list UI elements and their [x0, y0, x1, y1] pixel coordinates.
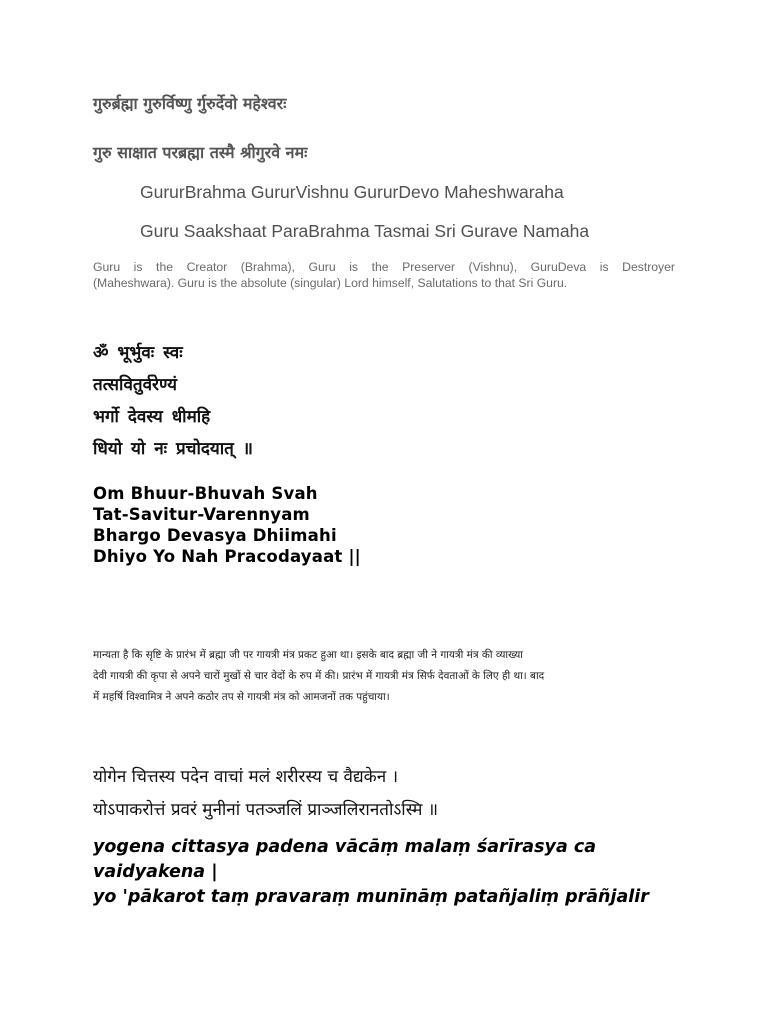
gayatri-translit-line-1: Om Bhuur-Bhuvah Svah	[93, 484, 318, 503]
gayatri-translit-line-2: Tat-Savitur-Varennyam	[93, 505, 310, 524]
patanjali-iast-line-3: yo 'pākarot taṃ pravaraṃ munīnāṃ patañjaliṃ prāñjalir	[93, 887, 649, 907]
guru-stotram-translit-2: Guru Saakshaat ParaBrahma Tasmai Sri Gurave Namaha	[140, 221, 590, 241]
meaning-line-1: Guru is the Creator (Brahma), Guru is the Preserver (Vishnu), GuruDeva is Destroyer	[93, 260, 675, 274]
hindi-paragraph-line-2: देवी गायत्री की कृपा से अपने चारों मुखों से चार वेदों के रुप में की। प्रारंभ में गायत्री मंत्र सिर्फ देवताओं के लिए ही था। बाद	[93, 670, 545, 682]
hindi-paragraph-line-3: में महर्षि विश्वामित्र ने अपने कठोर तप से गायत्री मंत्र को आमजनों तक पहुंचाया।	[93, 691, 390, 703]
gayatri-translit-line-4: Dhiyo Yo Nah Pracodayaat ||	[93, 547, 361, 566]
guru-stotram-line-2: गुरु साक्षात परब्रह्मा तस्मै श्रीगुरवे नमः	[93, 143, 308, 162]
meaning-line-2: (Maheshwara). Guru is the absolute (singular) Lord himself, Salutations to that Sri Guru.	[93, 276, 568, 290]
patanjali-devanagari-line-2: योऽपाकरोत्तं प्रवरं मुनीनां पतञ्जलिं प्राञ्जलिरानतोऽस्मि ॥	[93, 800, 439, 820]
guru-stotram-translit-1: GururBrahma GururVishnu GururDevo Maheshwaraha	[140, 182, 564, 202]
gayatri-devanagari-line-4: धियो यो नः प्रचोदयात् ॥	[93, 439, 253, 459]
guru-stotram-line-1: गुरुर्ब्रह्मा गुरुर्विष्णु र्गुरुर्देवो महेश्वरः	[93, 94, 287, 113]
gayatri-translit-line-3: Bhargo Devasya Dhiimahi	[93, 526, 337, 545]
gayatri-devanagari-line-2: तत्सवितुर्वरेण्यं	[93, 375, 177, 395]
patanjali-devanagari-line-1: योगेन चित्तस्य पदेन वाचां मलं शरीरस्य च वैद्यकेन ।	[93, 767, 399, 787]
patanjali-iast-line-1: yogena cittasya padena vācāṃ malaṃ śarīrasya ca	[93, 837, 597, 857]
gayatri-devanagari-line-3: भर्गो देवस्य धीमहि	[93, 407, 211, 427]
patanjali-iast-line-2: vaidyakena |	[93, 862, 218, 882]
gayatri-devanagari-line-1: ॐ भूर्भुवः स्वः	[93, 343, 183, 363]
hindi-paragraph-line-1: मान्यता है कि सृष्टि के प्रारंभ में ब्रह्मा जी पर गायत्री मंत्र प्रकट हुआ था। इसके बाद ब्रह्मा जी ने गायत्री मंत्र की व्याख्या	[93, 649, 523, 661]
guru-stotram-meaning	[93, 259, 675, 291]
